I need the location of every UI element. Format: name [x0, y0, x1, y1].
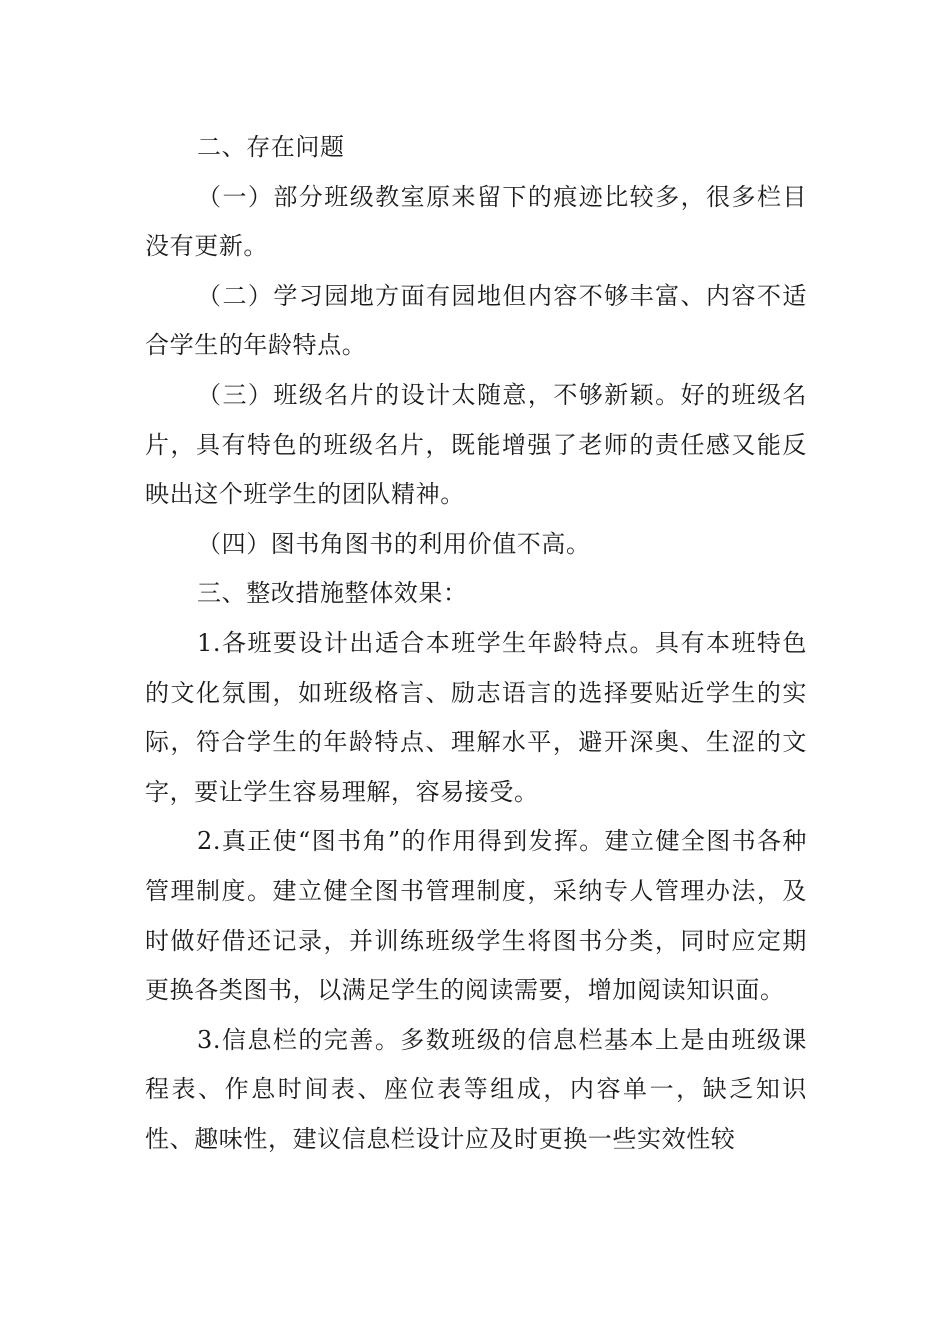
paragraph-measure-2: 2.真正使“图书角”的作用得到发挥。建立健全图书各种管理制度。建立健全图书管理制度，采纳专人管理办法，及时做好借还记录，并训练班级学生将图书分类，同时应定期更换各类图书，以满足学生的阅读需要，增加阅读知识面。 — [145, 827, 807, 1005]
heading-measures: 三、整改措施整体效果： — [197, 579, 468, 608]
paragraph-problem-3: （三）班级名片的设计太随意，不够新颖。好的班级名片，具有特色的班级名片，既能增强了老师的责任感又能反映出这个班学生的团队精神。 — [145, 380, 807, 509]
paragraph-measure-1: 1.各班要设计出适合本班学生年龄特点。具有本班特色的文化氛围，如班级格言、励志语言的选择要贴近学生的实际，符合学生的年龄特点、理解水平，避开深奥、生涩的文字，要让学生容易理解，容易接受。 — [145, 628, 807, 806]
document-body — [145, 123, 807, 1164]
paragraph-problem-1: （一）部分班级教室原来留下的痕迹比较多，很多栏目没有更新。 — [145, 182, 807, 261]
paragraph-measure-3: 3.信息栏的完善。多数班级的信息栏基本上是由班级课程表、作息时间表、座位表等组成，内容单一，缺乏知识性、趣味性，建议信息栏设计应及时更换一些实效性较 — [145, 1025, 807, 1153]
heading-problems: 二、存在问题 — [197, 133, 345, 161]
paragraph-problem-4: （四）图书角图书的利用价值不高。 — [197, 529, 591, 558]
paragraph-problem-2: （二）学习园地方面有园地但内容不够丰富、内容不适合学生的年龄特点。 — [145, 281, 807, 360]
